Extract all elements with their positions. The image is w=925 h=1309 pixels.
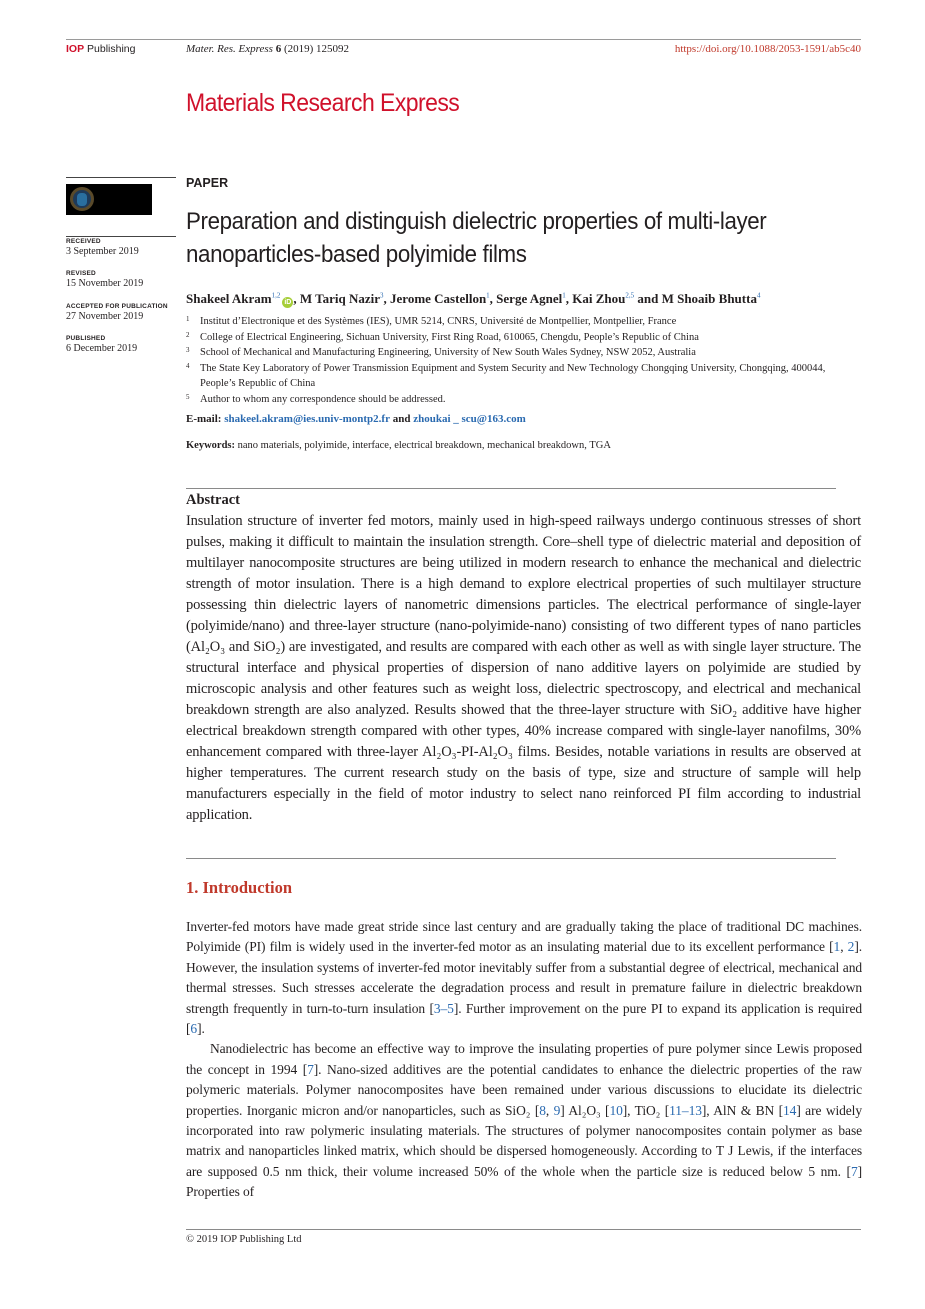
copyright: © 2019 IOP Publishing Ltd xyxy=(186,1234,302,1245)
citation-link[interactable]: 8 xyxy=(539,1102,546,1118)
citation-link[interactable]: 6 xyxy=(190,1021,198,1037)
author-name[interactable]: Serge Agnel xyxy=(496,291,563,306)
paragraph-text: ] are widely incorporated into raw polymeric insulating materials. The structures of polymer nanocomposites contain polymer as base matrix and nanoparticles linked matrix, which should be dispersed homogeneously. According to T J Lewis, if the interfaces are supposed 0.5 nm thick, their volume increased 50% of the whole when the particle size is reduced below 5 nm. [ xyxy=(186,1102,862,1179)
email-link[interactable]: zhoukai _ scu@163.com xyxy=(413,413,526,425)
open-access-badge xyxy=(66,184,152,215)
introduction-body xyxy=(186,917,862,1203)
paragraph-text: Nanodielectric has become an effective way to improve the insulating properties of pure polymer since Lewis proposed the concept in 1994 [ xyxy=(186,1041,862,1077)
keywords-line: Keywords: nano materials, polyimide, interface, electrical breakdown, mechanical breakdown, TGA xyxy=(186,440,611,451)
author-affiliation: 1 xyxy=(562,291,566,300)
open-access-icon xyxy=(70,187,94,211)
paragraph xyxy=(186,917,862,1039)
citation-link[interactable]: 11–13 xyxy=(669,1102,702,1118)
author-name[interactable]: Jerome Castellon xyxy=(390,291,487,306)
paper-type: PAPER xyxy=(186,176,229,190)
author-list: Shakeel Akram$^{1,2}$iD , M Tariq Nazir$^3$, Jerome Castellon$^1$, Serge Agnel$^1$, Kai Zhou$^{2,5}$ and M Shoaib Bhutta$^4$ xyxy=(186,291,761,306)
author-name[interactable]: M Shoaib Bhutta xyxy=(661,291,757,306)
email-line: E-mail: shakeel.akram@ies.univ-montp2.fr and zhoukai _ scu@163.com xyxy=(186,413,526,425)
citation-link[interactable]: 3–5 xyxy=(433,1000,454,1016)
author-affiliation: 2,5 xyxy=(625,291,635,300)
history-revised: REVISED 15 November 2019 xyxy=(66,270,144,289)
paragraph-text: ] Properties of xyxy=(186,1163,862,1200)
paragraph-text: ]. xyxy=(197,1021,205,1037)
author-affiliation: 3 xyxy=(380,291,384,300)
affiliation-item: 4 The State Key Laboratory of Power Transmission Equipment and System Security and New Technology Chongqing University, Chongqing, 400044, People’s Republic of China xyxy=(186,361,826,389)
history-accepted: ACCEPTED FOR PUBLICATION 27 November 2019 xyxy=(66,303,168,322)
citation-link[interactable]: 7 xyxy=(307,1061,314,1077)
affiliation-item: 1 Institut d’Electronique et des Systèmes (IES), UMR 5214, CNRS, Université de Montpellier, Montpellier, France xyxy=(186,315,677,327)
citation-link[interactable]: 2 xyxy=(847,939,855,955)
affiliation-item: 5 Author to whom any correspondence should be addressed. xyxy=(186,392,446,405)
author-affiliation: 1,2 xyxy=(271,291,281,300)
abstract-text: Insulation structure of inverter fed motors, mainly used in high-speed railways undergo continuous stresses of short pulses, making it difficult to maintain the insulation strength. Core–shell type of dielectric material and deposition of multilayer nanocomposite structures are being utilized in modern research to enhance the mechanical and dielectric strength of motor insulation. There is a high demand to explore electrical properties of such multilayer structure possessing thin dielectric layers of nanometric dimensions particles. The electrical performance of single-layer (polyimide/nano) and three-layer structure (nano-polyimide-nano) consisting of two different types of nano particles (Al₂O₃ and SiO₂) are investigated, and results are compared with each other as well as with single layer structure. The structural interface and physical properties of dispersion of nano additive layers on polyimide are studied by microscopic analysis and other features such as weight loss, dielectric spectroscopy, and electrical and mechanical breakdown strength are also analyzed. Results showed that the three-layer structure with SiO₂ additive have higher electrical breakdown strength compared with other types, 40% increase compared with single-layer nanofilms, 30% enhancement compared with three-layer Al₂O₃-PI-Al₂O₃ films. Besides, notable variations in results are observed at higher temperatures. The current research study on the basis of type, size and structure of sample will help manufacturers especially in the field of motor industry to select nano reinforced PI film according to industrial application. xyxy=(186,513,861,823)
paragraph-text: ] Al₂O₃ [ xyxy=(560,1102,610,1118)
abstract-heading: Abstract xyxy=(186,492,240,508)
doi-link[interactable]: https://doi.org/10.1088/2053-1591/ab5c40 xyxy=(674,43,861,55)
journal-title: Materials Research Express xyxy=(186,89,460,117)
history-received: RECEIVED 3 September 2019 xyxy=(66,238,139,257)
paragraph-text: , xyxy=(840,939,848,955)
paragraph-text: Inverter-fed motors have made great stride since last century and are gradually taking the place of traditional DC machines. Polyimide (PI) film is widely used in the inverter-fed motor as an insulating material due to its excellent performance [ xyxy=(186,919,862,955)
history-published: PUBLISHED 6 December 2019 xyxy=(66,335,138,354)
paragraph xyxy=(186,1039,862,1202)
author-affiliation: 4 xyxy=(756,291,761,300)
paragraph-text: ]. However, the insulation systems of inverter-fed motor inevitably suffer from a substantial degree of electrical, mechanical and thermal stresses. Such stresses accelerate the degradation process and result in premature failure in dielectric breakdown strength frequently in turn-to-turn insulation [ xyxy=(186,939,862,1016)
orcid-icon[interactable]: iD xyxy=(284,299,292,306)
author-name[interactable]: M Tariq Nazir xyxy=(299,291,381,306)
citation-link[interactable]: 1 xyxy=(833,939,841,955)
section-heading: 1. Introduction xyxy=(186,878,293,897)
citation-link[interactable]: 10 xyxy=(609,1102,623,1118)
author-name[interactable]: Shakeel Akram xyxy=(186,291,272,306)
paper-title: Preparation and distinguish dielectric properties of multi-layer nanoparticles-based polyimide films xyxy=(186,208,767,268)
paragraph-text: ]. Further improvement on the pure PI to expand its application is required [ xyxy=(186,1000,862,1037)
journal-citation: Mater. Res. Express 6 (2019) 125092 xyxy=(186,43,350,55)
citation-link[interactable]: 9 xyxy=(553,1102,561,1118)
paragraph-text: ]. Nano-sized additives are the potential candidates to enhance the dielectric properties of the raw polymeric materials. Polymer nanocomposites have been remained under various discussions to elucidate its dielectric properties. Inorganic micron and/or nanoparticles, such as SiO₂ [ xyxy=(186,1061,862,1118)
email-link[interactable]: shakeel.akram@ies.univ-montp2.fr xyxy=(224,413,390,425)
affiliation-item: 3 School of Mechanical and Manufacturing Engineering, University of New South Wales Sydney, NSW 2052, Australia xyxy=(186,346,696,358)
footer-rule xyxy=(186,1229,861,1230)
affiliation-item: 2 College of Electrical Engineering, Sichuan University, First Ring Road, 610065, Chengdu, People’s Republic of China xyxy=(186,330,699,343)
header-rule xyxy=(66,39,861,40)
divider xyxy=(66,177,176,178)
divider xyxy=(66,236,176,237)
citation-link[interactable]: 14 xyxy=(783,1102,797,1118)
paragraph-text: ], TiO₂ [ xyxy=(622,1102,670,1118)
author-affiliation: 1 xyxy=(486,291,490,300)
paragraph-text: ], AlN & BN [ xyxy=(701,1102,783,1118)
publisher-logo: IOP Publishing xyxy=(66,43,136,55)
affiliation-list xyxy=(186,314,836,407)
divider xyxy=(186,488,836,489)
paragraph-text: , xyxy=(545,1102,554,1118)
author-name[interactable]: Kai Zhou xyxy=(572,291,626,306)
divider xyxy=(186,858,836,859)
citation-link[interactable]: 7 xyxy=(850,1163,858,1179)
